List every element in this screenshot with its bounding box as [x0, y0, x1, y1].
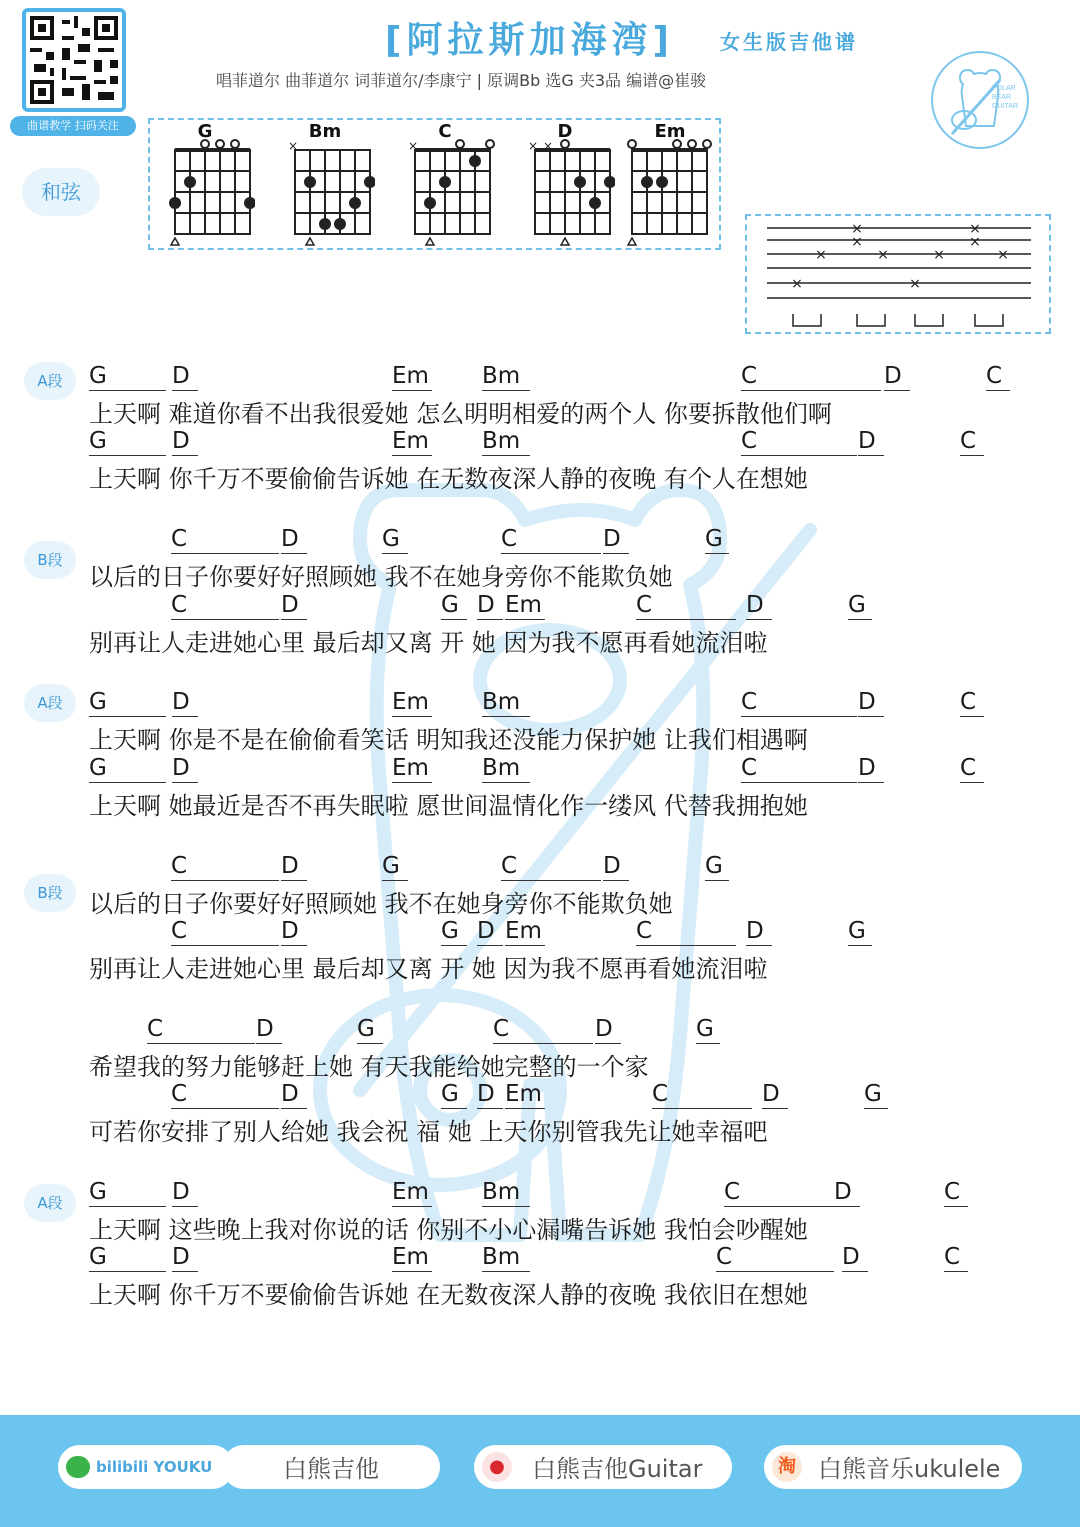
chord-label: Em: [392, 1243, 432, 1272]
chord-name: D: [557, 121, 573, 142]
chord-label: D: [858, 754, 884, 783]
chord-label: D: [746, 917, 772, 946]
chord-label: D: [746, 591, 772, 620]
polar-bear-logo: [930, 38, 1030, 162]
chord-label: G: [382, 525, 408, 554]
chord-label: C: [636, 591, 736, 620]
chord-label: D: [603, 525, 629, 554]
chord-label: C: [171, 591, 279, 620]
chord-diagrams: [148, 118, 721, 250]
svg-text:×: ×: [933, 247, 945, 263]
lyric-line: [0, 525, 1080, 591]
chord-label: Bm: [482, 1178, 530, 1207]
lyric-line: [0, 427, 1080, 493]
section-tag: B段: [24, 541, 76, 579]
chord-label: G: [441, 917, 467, 946]
chord-label: D: [172, 1178, 198, 1207]
chord-label: G: [441, 1080, 467, 1109]
chord-label: Em: [392, 362, 432, 391]
chord-label: C: [724, 1178, 834, 1207]
lyric-text: 可若你安排了别人给她 我会祝 福 她 上天你别管我先让她幸福吧: [89, 1118, 768, 1146]
chord-label: D: [172, 754, 198, 783]
svg-text:×: ×: [997, 247, 1009, 263]
chord-label: Em: [392, 427, 432, 456]
chord-label: C: [501, 525, 601, 554]
chord-label: C: [501, 852, 601, 881]
chord-c: [395, 120, 495, 250]
chord-label: G: [89, 1178, 166, 1207]
chord-em: [620, 120, 720, 250]
song-title: [阿拉斯加海湾]: [385, 20, 674, 61]
chord-label: D: [172, 688, 198, 717]
chord-label: D: [858, 427, 884, 456]
chord-label: D: [884, 362, 910, 391]
chord-label: D: [595, 1015, 621, 1044]
chords-tag: 和弦: [22, 168, 100, 216]
chord-label: C: [986, 362, 1010, 391]
svg-text:×: ×: [851, 221, 863, 237]
chord-label: C: [960, 688, 984, 717]
chord-label: D: [477, 1080, 503, 1109]
song-credits: 唱菲道尔 曲菲道尔 词菲道尔/李康宁 | 原调Bb 选G 夹3品 编谱@崔骏: [216, 71, 707, 90]
chord-label: G: [705, 852, 729, 881]
lyric-text: 别再让人走进她心里 最后却又离 开 她 因为我不愿再看她流泪啦: [89, 629, 768, 657]
logo-text-1: POLAR: [992, 85, 1016, 92]
weibo-icon: ●: [482, 1452, 512, 1482]
lyric-line: [0, 362, 1080, 428]
chord-d: [515, 120, 615, 250]
svg-text:×: ×: [288, 139, 299, 153]
song-subtitle: 女生版吉他谱: [720, 30, 858, 54]
chord-label: C: [741, 754, 857, 783]
chord-g: [155, 120, 255, 250]
chord-label: D: [603, 852, 629, 881]
taobao-icon: 淘: [772, 1452, 802, 1482]
svg-text:×: ×: [969, 234, 981, 250]
chord-label: D: [762, 1080, 788, 1109]
lyric-line: [0, 852, 1080, 918]
section-tag: A段: [24, 362, 76, 400]
svg-text:×: ×: [851, 234, 863, 250]
chord-label: D: [281, 1080, 307, 1109]
chord-label: Bm: [482, 754, 530, 783]
chord-label: D: [842, 1243, 868, 1272]
chord-label: G: [705, 525, 729, 554]
chord-label: C: [944, 1243, 968, 1272]
chord-label: Em: [505, 1080, 545, 1109]
lyric-text: 以后的日子你要好好照顾她 我不在她身旁你不能欺负她: [89, 890, 673, 918]
chord-label: D: [834, 1178, 860, 1207]
chord-label: C: [741, 427, 857, 456]
chord-label: C: [493, 1015, 593, 1044]
chord-label: G: [848, 591, 872, 620]
chord-label: Em: [505, 591, 545, 620]
chord-label: G: [89, 754, 166, 783]
qr-caption: 曲谱教学 扫码关注: [10, 116, 136, 136]
wechat-icon: [66, 1456, 90, 1478]
chord-label: D: [281, 525, 307, 554]
logo-text-2: BEAR: [992, 94, 1012, 101]
qr-pattern: [26, 12, 122, 108]
footer-name-2: 白熊吉他Guitar: [532, 1455, 703, 1483]
chord-name: Bm: [308, 121, 342, 142]
chord-label: Em: [392, 754, 432, 783]
chord-label: C: [944, 1178, 968, 1207]
chord-name: Em: [654, 121, 686, 142]
chord-label: C: [960, 427, 984, 456]
svg-text:×: ×: [528, 139, 539, 153]
chord-label: D: [477, 591, 503, 620]
strum-tab: [747, 216, 1049, 332]
chord-label: D: [858, 688, 884, 717]
lyric-text: 以后的日子你要好好照顾她 我不在她身旁你不能欺负她: [89, 563, 673, 591]
lyric-text: 希望我的努力能够赶上她 有天我能给她完整的一个家: [89, 1053, 649, 1081]
chord-label: G: [864, 1080, 888, 1109]
chord-label: Em: [392, 1178, 432, 1207]
footer-name-3: 白熊音乐ukulele: [818, 1455, 1001, 1483]
lyric-line: [0, 917, 1080, 983]
lyric-text: 上天啊 你千万不要偷偷告诉她 在无数夜深人静的夜晚 有个人在想她: [89, 465, 808, 493]
qr-code[interactable]: [22, 8, 126, 112]
chord-name: C: [438, 121, 452, 142]
chord-label: Bm: [482, 1243, 530, 1272]
chord-label: C: [652, 1080, 752, 1109]
lyric-line: [0, 591, 1080, 657]
section-tag: A段: [24, 684, 76, 722]
lyric-line: [0, 688, 1080, 754]
footer-name-1: 白熊吉他: [283, 1455, 379, 1483]
lyric-line: [0, 1080, 1080, 1146]
chord-label: G: [848, 917, 872, 946]
lyric-line: [0, 754, 1080, 820]
lyric-line: [0, 1243, 1080, 1309]
chord-label: Bm: [482, 688, 530, 717]
chord-label: Em: [505, 917, 545, 946]
chord-label: Em: [392, 688, 432, 717]
chord-label: C: [636, 917, 736, 946]
chord-label: C: [741, 362, 881, 391]
svg-text:×: ×: [543, 139, 554, 153]
chord-label: G: [89, 688, 166, 717]
chord-label: D: [172, 1243, 198, 1272]
svg-text:×: ×: [408, 139, 419, 153]
chord-bm: [275, 120, 375, 250]
svg-text:×: ×: [909, 276, 921, 292]
svg-text:×: ×: [815, 247, 827, 263]
chord-label: Bm: [482, 427, 530, 456]
chord-label: D: [172, 362, 198, 391]
chord-label: C: [147, 1015, 255, 1044]
platforms-label: bilibili YOUKU: [96, 1458, 213, 1476]
lyric-text: 上天啊 难道你看不出我很爱她 怎么明明相爱的两个人 你要拆散他们啊: [89, 400, 832, 428]
lyric-text: 上天啊 你是不是在偷偷看笑话 明知我还没能力保护她 让我们相遇啊: [89, 726, 808, 754]
chord-label: C: [171, 917, 279, 946]
chord-label: D: [172, 427, 198, 456]
chord-label: C: [171, 525, 279, 554]
chord-label: G: [89, 362, 166, 391]
chord-label: G: [382, 852, 408, 881]
lyric-line: [0, 1178, 1080, 1244]
chord-label: D: [256, 1015, 282, 1044]
lyric-text: 别再让人走进她心里 最后却又离 开 她 因为我不愿再看她流泪啦: [89, 955, 768, 983]
chord-label: C: [171, 1080, 279, 1109]
lyric-text: 上天啊 她最近是否不再失眠啦 愿世间温情化作一缕风 代替我拥抱她: [89, 792, 808, 820]
chord-label: C: [960, 754, 984, 783]
lyric-text: 上天啊 你千万不要偷偷告诉她 在无数夜深人静的夜晚 我依旧在想她: [89, 1281, 808, 1309]
lyric-text: 上天啊 这些晚上我对你说的话 你别不小心漏嘴告诉她 我怕会吵醒她: [89, 1216, 808, 1244]
chord-label: G: [441, 591, 467, 620]
chord-label: G: [696, 1015, 720, 1044]
svg-text:×: ×: [877, 247, 889, 263]
section-tag: A段: [24, 1184, 76, 1222]
chord-label: C: [741, 688, 857, 717]
chord-label: G: [357, 1015, 383, 1044]
logo-text-3: GUITAR: [992, 103, 1018, 110]
chord-label: C: [171, 852, 279, 881]
chord-label: D: [477, 917, 503, 946]
chord-label: G: [89, 1243, 166, 1272]
chord-label: D: [281, 852, 307, 881]
chord-label: D: [281, 591, 307, 620]
svg-text:×: ×: [969, 221, 981, 237]
chord-label: Bm: [482, 362, 530, 391]
chord-name: G: [197, 121, 213, 142]
lyric-line: [0, 1015, 1080, 1081]
svg-text:×: ×: [791, 276, 803, 292]
section-tag: B段: [24, 874, 76, 912]
strum-pattern: [745, 214, 1051, 334]
chord-label: G: [89, 427, 166, 456]
chord-label: C: [716, 1243, 834, 1272]
chord-label: D: [281, 917, 307, 946]
